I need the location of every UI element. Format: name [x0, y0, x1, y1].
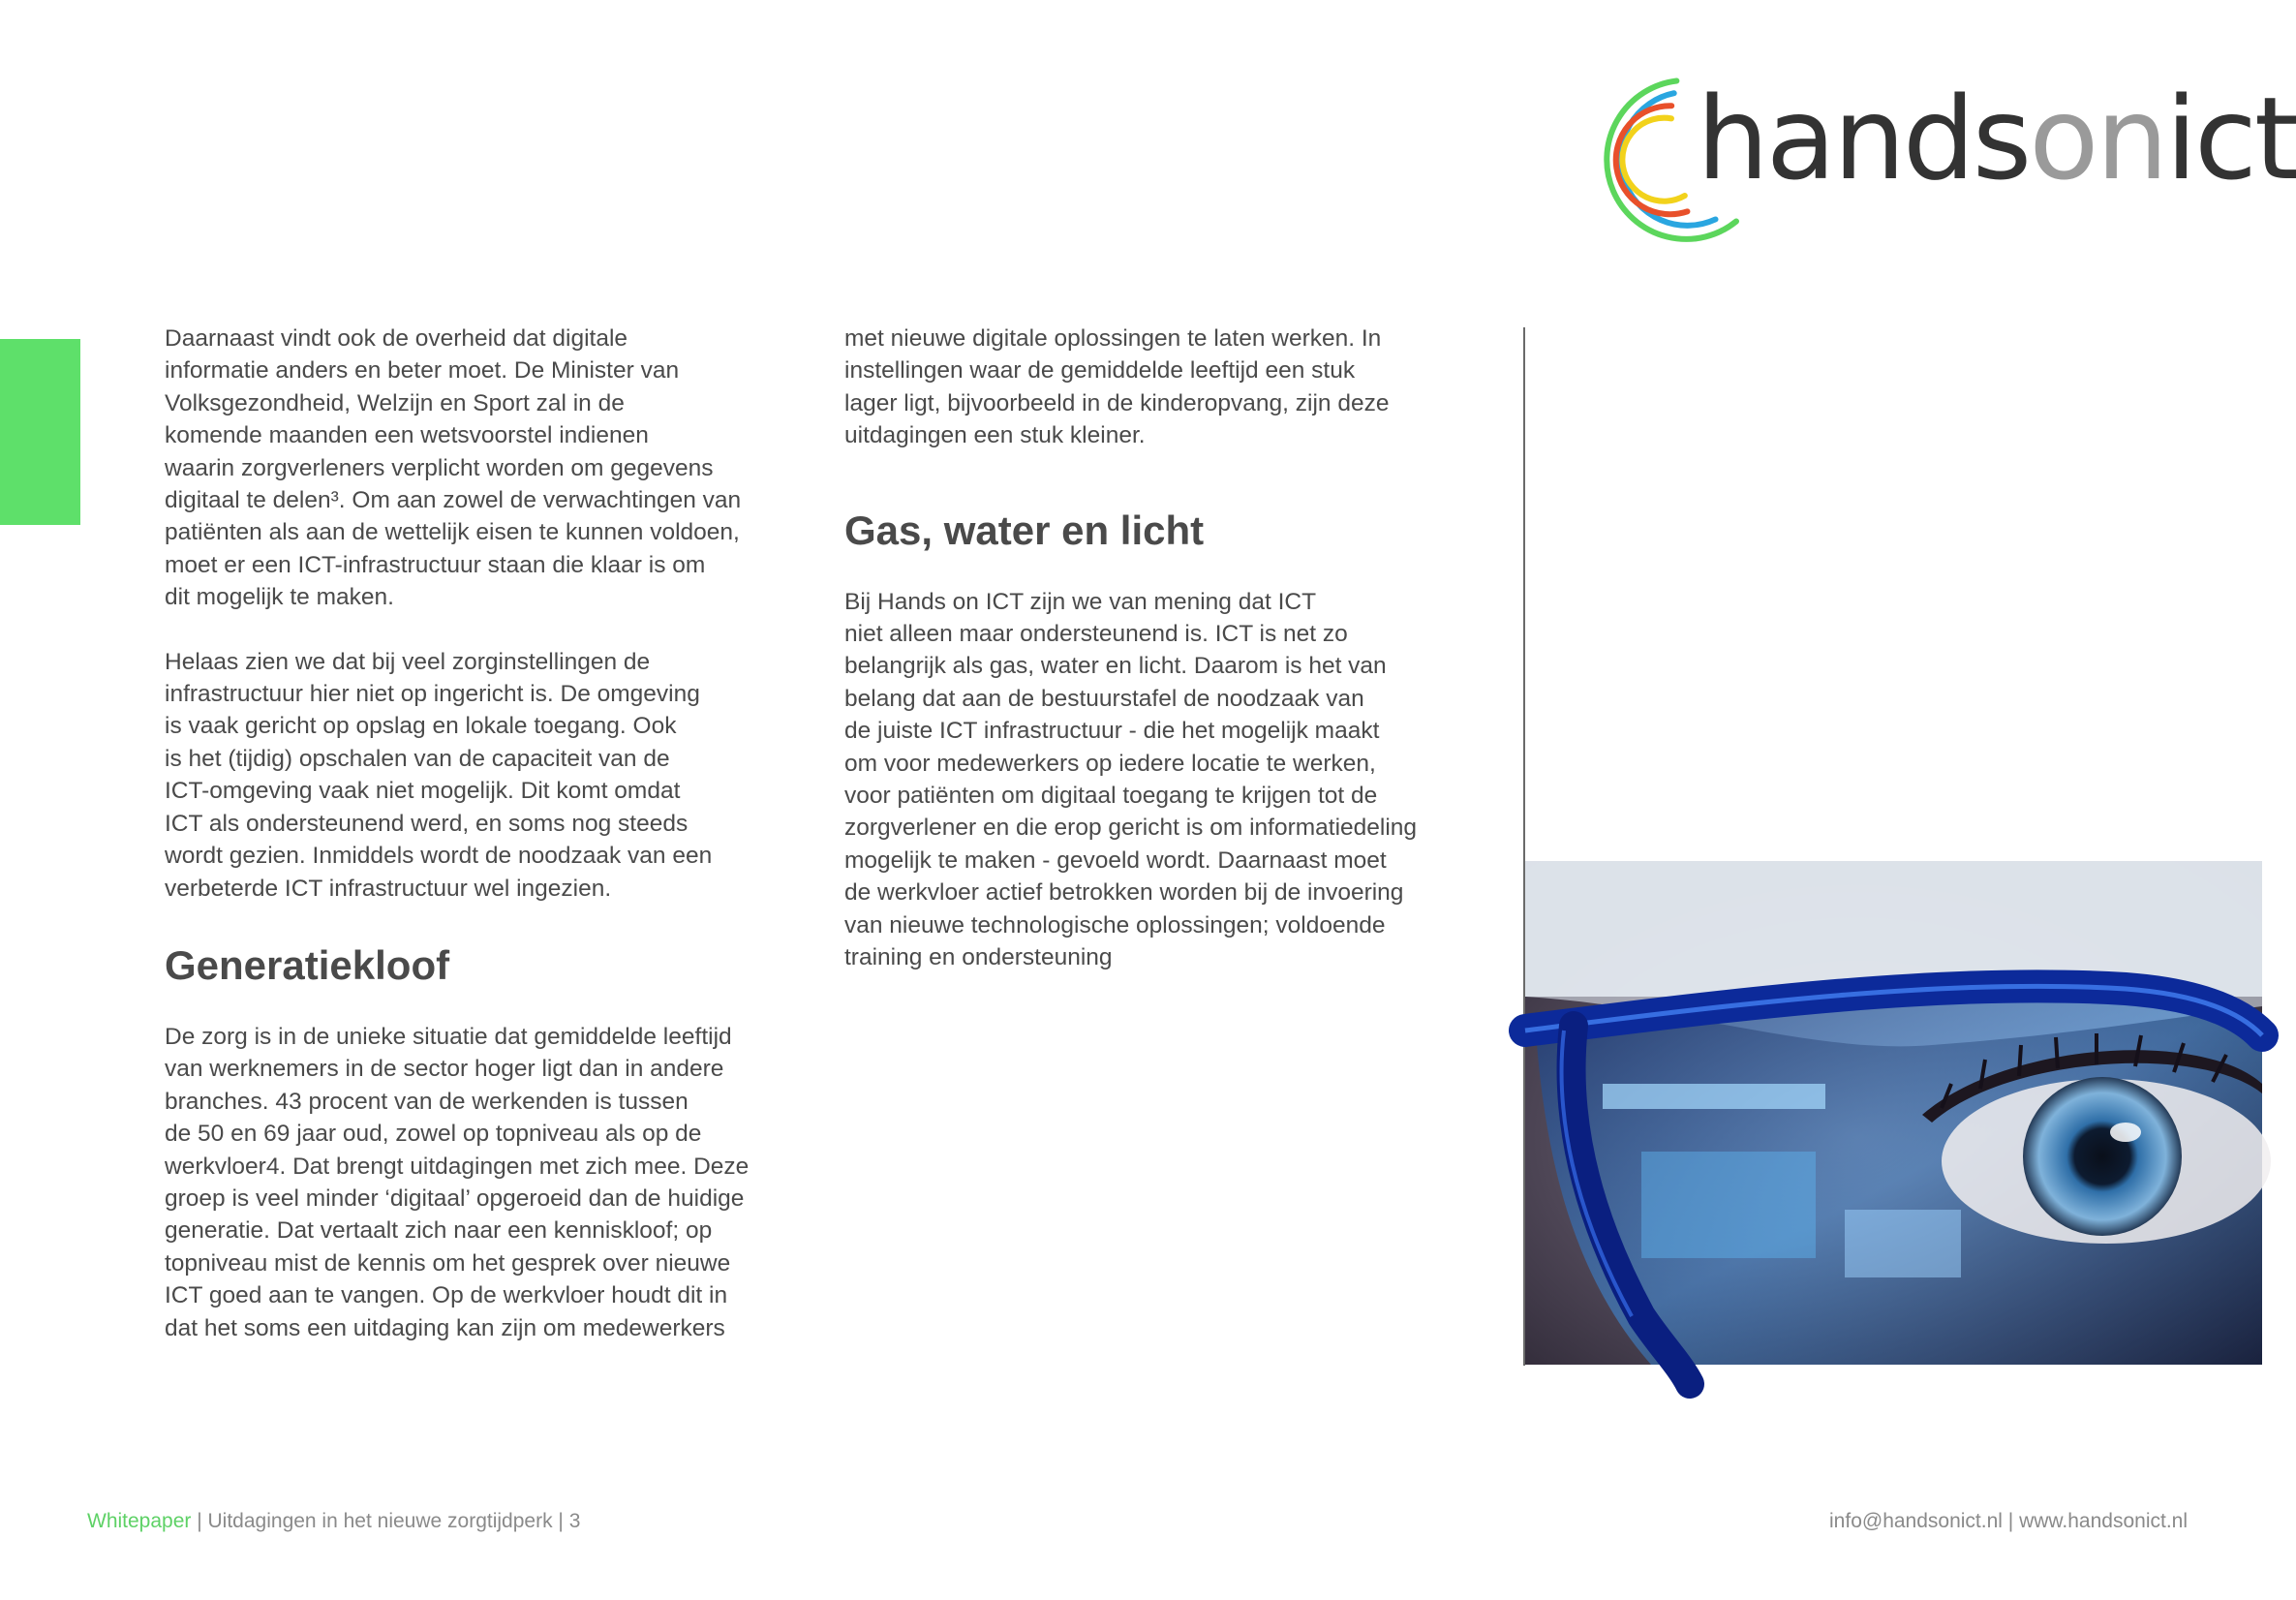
text-line: zorgverlener en die erop gericht is om informatiedeling: [844, 815, 1418, 842]
footer-doc-title: | Uitdagingen in het nieuwe zorgtijdperk | 3: [191, 1510, 581, 1532]
text-line: komende maanden een wetsvoorstel indienen: [165, 422, 649, 449]
eye-glasses-photo: [1525, 861, 2262, 1365]
text-line: is vaak gericht op opslag en lokale toegang. Ook: [165, 713, 677, 740]
text-line: van werknemers in de sector hoger ligt dan in andere: [165, 1056, 724, 1083]
text-line: uitdagingen een stuk kleiner.: [844, 422, 1146, 449]
text-line: groep is veel minder ‘digitaal’ opgeroeid dan de huidige: [165, 1185, 745, 1212]
side-accent-tab: [0, 339, 80, 525]
text-line: topniveau mist de kennis om het gesprek over nieuwe: [165, 1249, 731, 1277]
text-line: van nieuwe technologische oplossingen; voldoende: [844, 911, 1386, 938]
text-line: dat het soms een uitdaging kan zijn om medewerkers: [165, 1314, 725, 1341]
text-line: de juiste ICT infrastructuur - die het mogelijk maakt: [844, 718, 1380, 745]
text-line: met nieuwe digitale oplossingen te laten werken. In: [844, 325, 1382, 352]
paragraph: [844, 323, 1464, 452]
text-line: Helaas zien we dat bij veel zorginstellingen de: [165, 648, 651, 675]
text-line: wordt gezien. Inmiddels wordt de noodzaak van een: [165, 843, 713, 870]
text-line: digitaal te delen³. Om aan zowel de verwachtingen van: [165, 487, 742, 514]
text-line: Daarnaast vindt ook de overheid dat digitale: [165, 325, 628, 352]
text-line: generatie. Dat vertaalt zich naar een kenniskloof; op: [165, 1217, 713, 1245]
text-line: moet er een ICT-infrastructuur staan die klaar is om: [165, 551, 706, 578]
text-line: belangrijk als gas, water en licht. Daarom is het van: [844, 653, 1387, 680]
text-line: informatie anders en beter moet. De Minister van: [165, 357, 680, 385]
text-line: de werkvloer actief betrokken worden bij de invoering: [844, 879, 1404, 907]
logo-wordmark: handsonict: [1697, 72, 2296, 205]
paragraph: [844, 586, 1464, 974]
section-heading-generatiekloof: Generatiekloof: [165, 941, 450, 988]
text-line: dit mogelijk te maken.: [165, 584, 394, 611]
paragraph: [165, 646, 784, 905]
text-line: niet alleen maar ondersteunend is. ICT is net zo: [844, 621, 1348, 648]
text-line: is het (tijdig) opschalen van de capaciteit van de: [165, 745, 670, 772]
text-line: Bij Hands on ICT zijn we van mening dat ICT: [844, 588, 1317, 615]
text-line: belang dat aan de bestuurstafel de noodzaak van: [844, 685, 1364, 712]
text-line: ICT als ondersteunend werd, en soms nog steeds: [165, 810, 689, 837]
footer-doc-type: Whitepaper: [87, 1510, 192, 1532]
text-line: werkvloer4. Dat brengt uitdagingen met zich mee. Deze: [165, 1153, 750, 1180]
text-line: ICT goed aan te vangen. Op de werkvloer houdt dit in: [165, 1282, 728, 1309]
section-heading-gas-water-licht: Gas, water en licht: [844, 507, 1205, 553]
paragraph: [165, 323, 784, 614]
text-line: om voor medewerkers op iedere locatie te werken,: [844, 750, 1376, 777]
footer-left: [87, 1510, 580, 1533]
text-column-middle: [844, 323, 1464, 974]
handsonict-logo: [1588, 72, 2296, 245]
text-line: training en ondersteuning: [844, 944, 1113, 971]
text-line: Volksgezondheid, Welzijn en Sport zal in de: [165, 389, 625, 416]
text-line: instellingen waar de gemiddelde leeftijd een stuk: [844, 357, 1356, 385]
text-column-left: [165, 323, 784, 1344]
text-line: ICT-omgeving vaak niet mogelijk. Dit komt omdat: [165, 778, 681, 805]
text-line: branches. 43 procent van de werkenden is tussen: [165, 1088, 689, 1115]
text-line: lager ligt, bijvoorbeeld in de kinderopvang, zijn deze: [844, 389, 1390, 416]
text-line: waarin zorgverleners verplicht worden om gegevens: [165, 454, 714, 481]
text-line: patiënten als aan de wettelijk eisen te kunnen voldoen,: [165, 519, 740, 546]
text-line: verbeterde ICT infrastructuur wel ingezien.: [165, 875, 612, 902]
text-line: De zorg is in de unieke situatie dat gemiddelde leeftijd: [165, 1023, 732, 1050]
text-line: voor patiënten om digitaal toegang te krijgen tot de: [844, 783, 1378, 810]
footer-contact: info@handsonict.nl | www.handsonict.nl: [1829, 1510, 2188, 1532]
text-line: mogelijk te maken - gevoeld wordt. Daarnaast moet: [844, 846, 1387, 874]
text-line: infrastructuur hier niet op ingericht is. De omgeving: [165, 681, 700, 708]
text-line: de 50 en 69 jaar oud, zowel op topniveau als op de: [165, 1121, 702, 1148]
paragraph: [165, 1021, 784, 1344]
